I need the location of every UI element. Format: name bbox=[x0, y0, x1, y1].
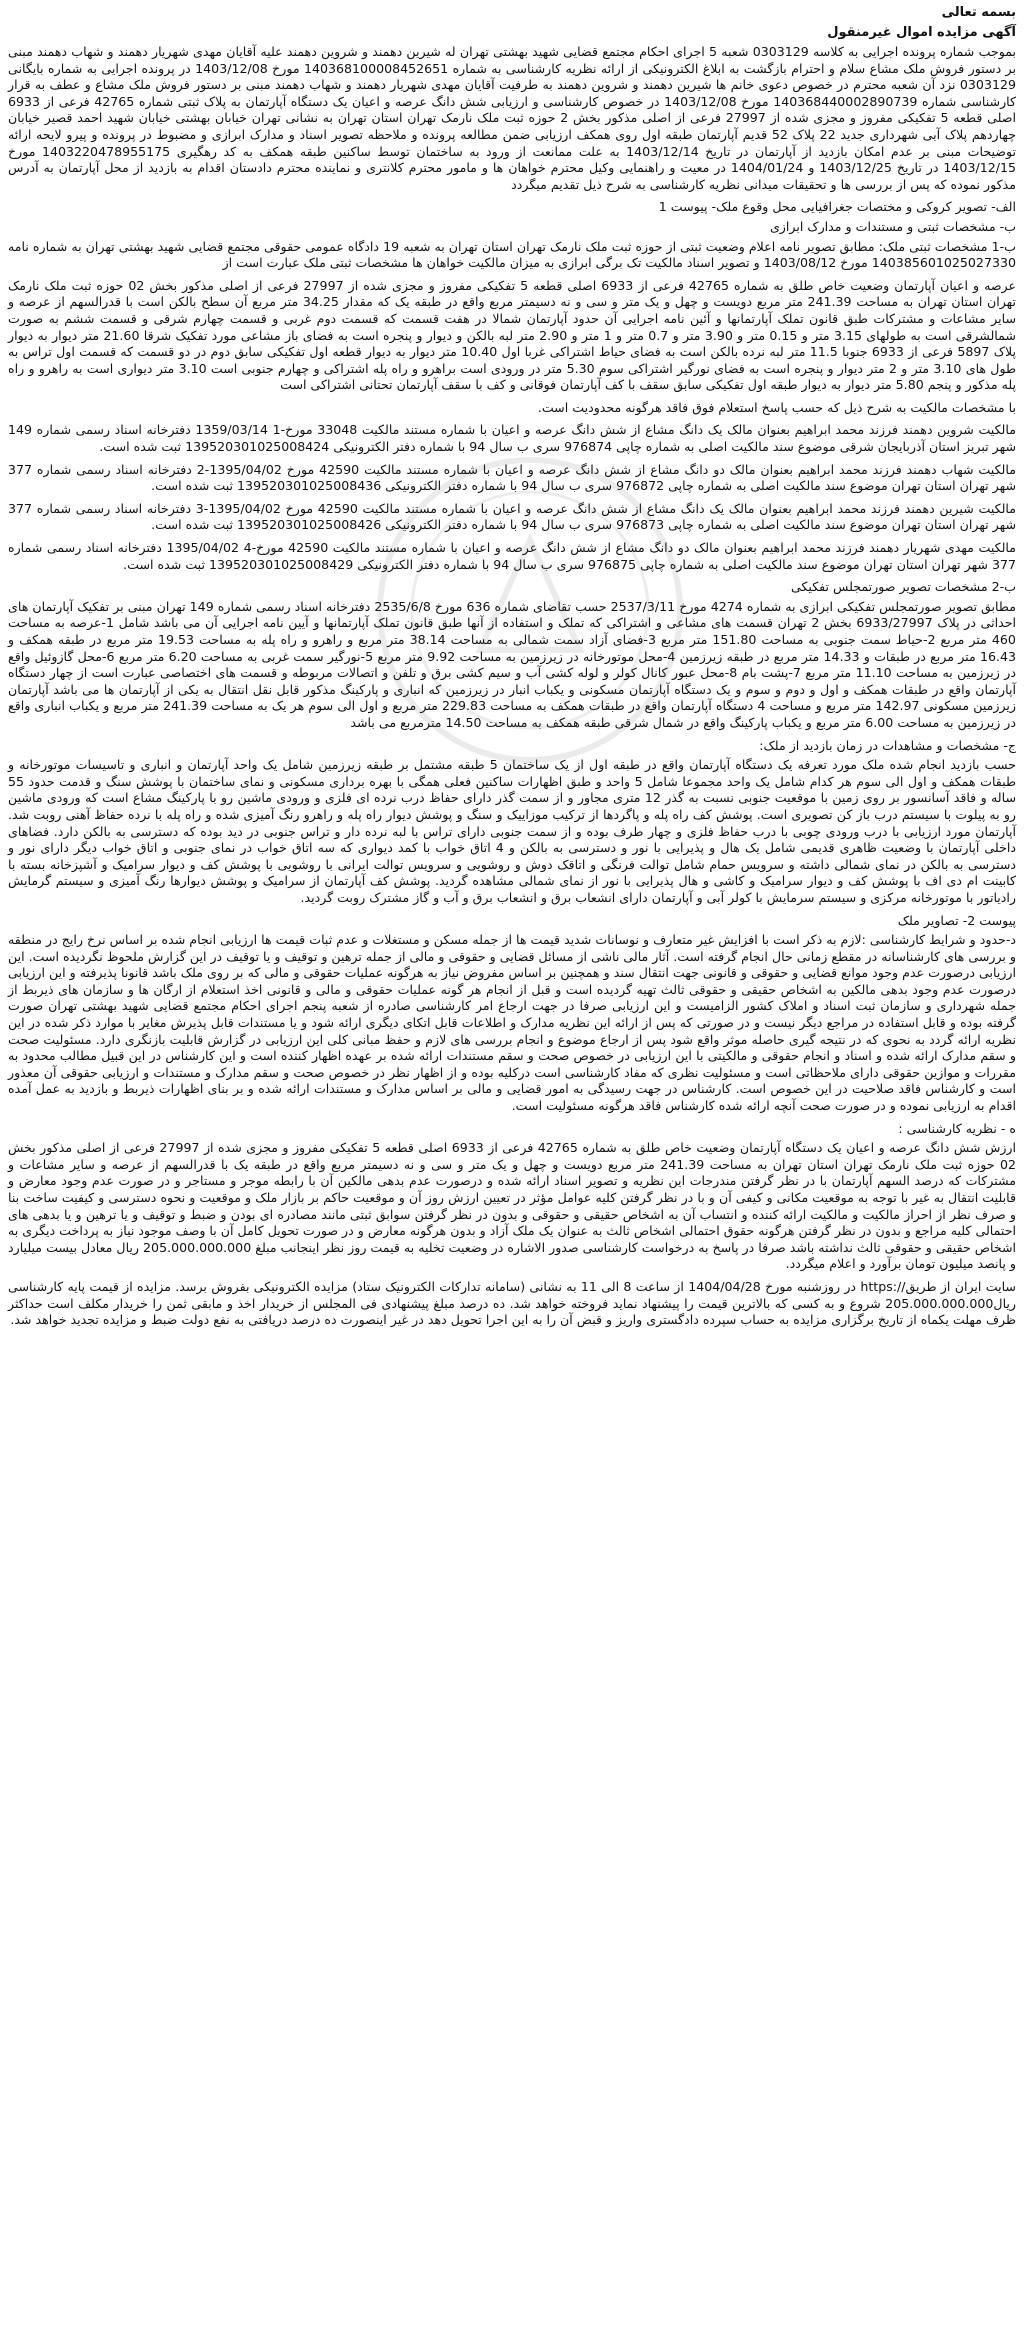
auction-paragraph: سایت ایران از طریق//:https در روزشنبه مورخ 1404/04/28 از ساعت 8 الی 11 به نشانی (سامانه تدارکات الکترونیک ستاد) مزایده الکترونیکی بفروش برسد. مزایده از قیمت پایه کارشناسی ریال205.000.000.000 شروع و به کسی که بالاترین قیمت را پیشنهاد نماید فروخته خواهد شد. ده درصد مبلغ پیشنهادی فی المجلس از خریدار اخذ و مابقی ثمن را خریدار مکلف است حداکثر ظرف مهلت یکماه از تاریخ برگزاری مزایده به حساب سپرده دادگستری واریز و قبض آن را به این اجرا تحویل دهد در غیر اینصورت ده درصد دریافتی به نفع دولت ضبط و مزایده تجدید خواهد شد. bbox=[8, 1278, 1016, 1328]
owner-item: مالکیت مهدی شهریار دهمند فرزند محمد ابراهیم بعنوان مالک دو دانگ مشاع از شش دانگ عرصه و اعیان با شماره مستند مالکیت 42590 مورخ-4 1395/04/02 دفترخانه اسناد رسمی شماره 377 شهر تهران استان تهران موضوع سند مالکیت اصلی به شماره چاپی 976875 سری ب سال 94 با شماره دفتر الکترونیکی 139520301025008429 ثبت شده است. bbox=[8, 540, 1016, 572]
appendix-2-label: پیوست 2- تصاویر ملک bbox=[897, 912, 1016, 928]
section-he-heading: ه - نظریه کارشناسی : bbox=[898, 1120, 1016, 1136]
section-jim-heading: ج- مشخصات و مشاهدات در زمان بازدید از ملک: bbox=[759, 737, 1016, 753]
area-paragraph: عرصه و اعیان آپارتمان وضعیت خاص طلق به شماره 42765 فرعی از 6933 اصلی قطعه 5 تفکیکی مفروز و مجزی شده از 27997 فرعی از اصلی مذکور بخش 02 حوزه ثبت ملک نارمک تهران استان تهران به مساحت 241.39 متر مربع دویست و چهل و یک متر و سی و نه دسیمتر مربع واقع در طبقه یک که مقدار 34.25 متر مربع آن سطح بالکن است با قدرالسهم از عرصه و سایر مشاعات و مشترکات طبق قانون تملک آپارتمانها و آئین نامه اجرایی آن حدود آپارتمان شمالا در هفت قسمت که قسمت دوم غربی و قسمت چهارم شرقی و قسمت ششم به صورت شمالشرقی است به طولهای 3.15 متر و 0.15 متر و 3.90 متر و 0.7 متر و 1 متر و 2.90 متر لبه بالکن و دیوار و پنجره است به فضای باز مشاعی مورد تفکیک شرقا 21.60 متر دیوار به دیوار پلاک 5897 فرعی از 6933 جنوبا 11.5 متر لبه نرده بالکن است به فضای حیاط اشتراکی غربا اول 10.40 متر دیوار به دیوار قطعه اول تفکیکی سابق دوم در دو قسمت که قسمت اول تراس به طول های 3.10 متر و 2 متر دیوار و پنجره است به فضای نورگیر اشتراکی سوم 5.30 متر در ورودی است براهرو و راه پله اشتراکی و چهارم جنوبی است 3.10 متر دیواری است به راهرو و راه پله مذکور و پنجم 5.80 متر دیوار به دیوار طبقه اول تفکیکی سابق سقف با کف آپارتمان فوقانی و کف با سقف آپارتمان تحتانی اشتراکی است bbox=[8, 277, 1016, 393]
section-alef-heading: الف- تصویر کروکی و مختصات جغرافیایی محل وقوع ملک- پیوست 1 bbox=[658, 199, 1016, 215]
section-dal-paragraph: د-حدود و شرایط کارشناسی :لازم به ذکر است با افزایش غیر متعارف و نوسانات شدید قیمت ها از جمله مسکن و مستغلات و عدم ثبات قیمت ها ارزیابی انجام شده بر اساس نرخ رایج در منطقه و بررسی های کارشناسانه در مقطع زمانی حال انجام گرفته است. آثار مالی ناشی از مسائل قضایی و حقوقی و مالی از جمله ترهین و توقیف و یا توقیف در این گزارش ملحوظ نگردیده است. این ارزیابی درصورت عدم وجود موانع قضایی و حقوقی و قانونی جهت انتقال سند و همچنین بر اساس مفروض نیاز به هرگونه عملیات حقوقی و مالی که بر روی ملک باشد قانونا پذیرفته و این ارزیابی درصورت عدم وجود بدهی مالکین به اشخاص حقیقی و حقوقی ثالث تهیه گردیده است و قبل از انجام هر گونه عملیات حقوقی و مالی و قانونی اخذ استعلام از ارگان ها و سازمان های ذیربط از جمله شهرداری و سازمان ثبت اسناد و املاک کشور الزامیست و این ارزیابی صرفا در جهت ارجاع امر کارشناسی صادره از شعبه پنجم اجرای احکام مجتمع قضایی شهید بهشتی تهران صورت گرفته بوده و قابل استفاده در مراجع دیگر نیست و در صورتی که پس از ارائه این نظریه مدارک و اطلاعات قابل اتکای دیگری ارائه شود و یا مستندات قابل پذیرش مغایر با موارد ذکر شده در این نظریه ارائه گردد به نحوی که در نتیجه گیری حاصله موثر واقع شود پس از ارجاع موضوع و انجام بررسی های لازم و حفظ مبانی کلی این ارزیابی در گزارش قابلیت بازنگری دارد. مسئولیت صحت و سقم مدارک ارائه شده و اسناد و انجام حقوقی و مالکیتی با این ارزیابی در خصوص صحت و سقم مستندات ارائه شده بر عهده اظهار کننده است و این کارشناس در این قبیل مطالب محدود به مقررات و موازین حقوقی دارای ملاحظاتی است و مسئولیت نظری که مفاد کارشناسی است درکلیه بوده و از اظهار نظر در خصوص صحت و سقم مدارک و مستندات و ارزیابی حقوقی آن معذور است و کارشناس فاقد صلاحیت در این خصوص است. کارشناس در جهت رسیدگی به امور قضایی و مالی بر اساس مدارک و مستندات ارائه شده و بر بنای اظهارات ذیربط و بازدید به عمل آمده اقدام به ارزیابی نموده و در صورت صحت آنچه ارائه شده کارشناس فاقد هرگونه مسئولیت است. bbox=[8, 932, 1016, 1114]
owner-item: مالکیت شروین دهمند فرزند محمد ابراهیم بعنوان مالک یک دانگ مشاع از شش دانگ عرصه و اعیان با شماره مستند مالکیت 33048 مورخ-1 1359/03/14 دفترخانه اسناد رسمی شماره 149 شهر تبریز استان آذربایجان شرقی موضوع سند مالکیت اصلی به شماره چاپی 976874 سری ب سال 94 با شماره دفتر الکترونیکی 139520301025008424 ثبت شده است. bbox=[8, 422, 1016, 455]
section-jim-paragraph: حسب بازدید انجام شده ملک مورد تعرفه یک دستگاه آپارتمان واقع در طبقه اول از یک ساختمان 5 طبقه مشتمل بر طبقه زیرزمین شامل یک واحد آپارتمان و انباری و تاسیسات موتورخانه و طبقات همکف و اول الی سوم هر کدام شامل یک واحد مجموعا شامل 5 واحد و طبق اظهارات ساکنین فعلی همگی با بهره برداری مسکونی و نمای ساختمان با پوشش سنگ و قدمت حدود 55 ساله و فاقد آسانسور بر روی زمین با موقعیت جنوبی نسبت به گذر 12 متری مجاور و از سمت گذر دارای حفاظ درب نرده ای فلزی و ورودی ماشین رو با پارکینگ مشاع است که ورودی ماشین رو به پیلوت با سیستم درب باز کن تصویری است. پوشش کف راه پله و پاگردها از ترکیب موزاییک و سنگ و پوشش دیوار راه پله و راهرو رنگ آمیزی شده و راه پله با نرده حفاظ آهنی روبت شد. آپارتمان مورد ارزیابی با درب ورودی چوبی با درب حفاظ فلزی و چهار طرف بوده و از سمت جنوبی دارای تراس با لبه نرده دار و تراس جنوبی در دید بوده که دسترسی به بالکن دارد. فضاهای داخلی آپارتمان با وضعیت ظاهری قدیمی شامل یک هال و پذیرایی با نور و دسترسی به بالکن و 4 اتاق خواب با کمد دیواری که سه اتاق خواب در نمای جنوبی و اتاق خواب دیگر دارای نور و دسترسی به بالکن در نمای شمالی داشته و سرویس حمام شامل توالت فرنگی و اتاقک دوش و روشویی و سرویس توالت ایرانی با روشویی با پوشش کف و دیوار سرامیک و آشپزخانه بسته با کابینت ام دی اف با پوشش کف و دیوار سرامیک و کاشی و هال پذیرایی با نور از نمای شمالی مشاهده گردید. پوشش کف آپارتمان از سرامیک و پوشش دیوارها رنگ آمیزی و سیستم گرمایش رادیاتور با موتورخانه مرکزی و سیستم سرمایش با کولر آبی و آپارتمان دارای انشعاب برق و انشعاب برق و آب و گاز مشترک روبت گردید. bbox=[8, 757, 1016, 905]
header-category: بسمه تعالی bbox=[941, 5, 1016, 20]
notice-title: آگهی مزایده اموال غیرمنقول bbox=[827, 25, 1016, 40]
section-be1-paragraph: ب-1 مشخصات ثبتی ملک: مطابق تصویر نامه اعلام وضعیت ثبتی از حوزه ثبت ملک نارمک تهران استان تهران به شعبه 19 دادگاه عمومی حقوقی مجتمع قضایی شهید بهشتی تهران به شماره نامه 140385601025027330 مورخ 1403/08/12 و تصویر اسناد مالکیت تک برگی ابرازی به میزان مالکیت خواهان ها مشخصات ثبتی ملک عبارت است از bbox=[8, 238, 1017, 271]
section-he-paragraph: ارزش شش دانگ عرصه و اعیان یک دستگاه آپارتمان وضعیت خاص طلق به شماره 42765 فرعی از 6933 اصلی قطعه 5 تفکیکی مفروز و مجزی شده از 27997 فرعی از اصلی مذکور بخش 02 حوزه ثبت ملک نارمک تهران استان تهران به مساحت 241.39 متر مربع دویست و چهل و یک متر و سی و نه دسیمتر مربع واقع در طبقه یک با قدرالسهم از عرصه و سایر مشاعات و مشترکات که درصد السهم آپارتمان با در نظر گرفتن مندرجات این نظریه و تصویر اسناد ارائه شده و درصورت عدم بدهی مالکین آن با رابطه موجر و مستاجر و در صورت عدم وجود معارض و قابلیت انتقال به غیر با توجه به موقعیت مکانی و کیفی آن و با در نظر گرفتن کلیه عوامل مؤثر در تعیین ارزش روز آن و موقعیت حاکم بر بازار ملک و موقعیت و نحوه دسترسی و کیفیت ساخت بنا و صرف نظر از احراز مالکیت و مالکیت ارائه کننده و انتساب آن به اشخاص حقیقی و حقوقی و بدون در نظر گرفتن سوابق ثبتی مانند مصادره ای بودن و ضبط و توقیف و یا ترهین و یا بدهی های احتمالی کلیه مراجع و بدون در نظر گرفتن هرگونه حقوق احتمالی اشخاص ثالث به عنوان یک ملک آزاد و بدون هرگونه معارض و در صورت تحویل کامل آن با وصف موجود نیاز به پرداخت دیگری به اشخاص حقیقی و حقوقی ثالث نداشته باشد صرفا در پاسخ به درخواست کارشناسی صدور الاشاره در وضعیت تخلیه به قیمت روز نظر اینجانب مبلغ 205.000.000.000 ریال معادل بیست میلیارد و پانصد میلیون تومان برآورد و اعلام میگردد. bbox=[8, 1140, 1017, 1272]
section-be-heading: ب- مشخصات ثبتی و مستندات و مدارک ابرازی bbox=[769, 218, 1016, 234]
ownership-intro: با مشخصات مالکیت به شرح ذیل که حسب پاسخ استعلام فوق فاقد هرگونه محدودیت است. bbox=[537, 399, 1016, 415]
owner-item: مالکیت شیرین دهمند فرزند محمد ابراهیم بعنوان مالک یک دانگ مشاع از شش دانگ عرصه و اعیان با شماره مستند مالکیت 42590 مورخ 1395/04/02-3 دفترخانه اسناد رسمی شماره 377 شهر تهران استان تهران موضوع سند مالکیت اصلی به شماره چاپی 976873 سری ب سال 94 با شماره دفتر الکترونیکی 139520301025008426 ثبت شده است. bbox=[8, 500, 1016, 533]
section-be2-paragraph: مطابق تصویر صورتمجلس تفکیکی ابرازی به شماره 4274 مورخ 2537/3/11 حسب تقاضای شماره 636 مورخ 2535/6/8 دفترخانه اسناد رسمی شماره 149 تهران مبنی بر تفکیک آپارتمان های احداثی در پلاک 6933/27997 بخش 2 تهران قسمت های مشاعی و اشتراکی که تملک و استفاده از آنها طبق قانون تملک آپارتمانها و آیین نامه اجرایی آن می باشد شامل 1-عرصه به مساحت 460 متر مربع 2-حیاط سمت جنوبی به مساحت 151.80 متر مربع 3-فضای آزاد سمت شمالی به مساحت 38.14 متر مربع و راهرو و راه پله به مساحت 19.53 متر مربع در طبقه همکف و 16.43 متر مربع در طبقات و 14.33 متر مربع در طبقه زیرزمین 4-محل موتورخانه در زیرزمین به مساحت 9.92 متر مربع 5-نورگیر سمت غربی به مساحت 6.20 متر مربع 6-محل گازوئیل واقع در زیرزمین به مساحت 11.10 متر مربع 7-پشت بام 8-محل عبور کانال کولر و لوله کشی آب و سیم کشی برق و تلفن و اتصالات مربوطه و قسمت های اختصاصی عبارت است از چهار دستگاه آپارتمان واقع در طبقات همکف و اول و دوم و سوم و یک دستگاه آپارتمان مسکونی و یکباب انبار در زیرزمین که انباری و پارکینگ مذکور قابل نقل انتقال به یکی از آپارتمان ها می باشد آپارتمان زیرزمین مسکونی 142.97 متر مربع و مساحت 4 دستگاه آپارتمان واقع در طبقات همکف به مساحت 229.83 متر مربع و اول الی سوم هر یک به مساحت 241.39 متر مربع و یکباب انباری واقع در زیرزمین به مساحت 6.00 متر مربع و یکباب پارکینگ واقع در شمال شرقی طبقه همکف به مساحت 14.50 مترمربع می باشد bbox=[8, 598, 1017, 730]
intro-paragraph: بموجب شماره پرونده اجرایی به کلاسه 0303129 شعبه 5 اجرای احکام مجتمع قضایی شهید بهشتی تهران له شیرین دهمند و شروین دهمند علیه آقایان مهدی شهریار دهمند و شهاب دهمند مبنی بر دستور فروش ملک مشاع سلام و احترام بازگشت به ابلاغ الکترونیکی از ارائه نظریه کارشناسی به شماره 140368100008452651 مورخ 1403/12/08 در پرونده اجرایی به شماره بایگانی 0303129 نزد آن شعبه محترم در خصوص دعوی خانم ها شیرین دهمند و شروین دهمند به طرفیت آقایان مهدی شهریار دهمند و شهاب دهمند مبنی بر دستور فروش ملک مشاع و عطف به قرار کارشناسی شماره 140368440002890739 مورخ 1403/12/08 در خصوص کارشناسی و ارزیابی شش دانگ عرصه و اعیان یک دستگاه آپارتمان به پلاک ثبتی شماره 42765 فرعی از 6933 اصلی قطعه 5 تفکیکی مفروز و مجزی شده از 27997 فرعی از اصلی مذکور بخش 2 حوزه ثبت ملک نارمک تهران استان تهران به نشانی تهران خیابان بهشتی خیابان شهید احمد قصیر خیابان چهاردهم پلاک آبی شهرداری جدید 22 پلاک 52 قدیم آپارتمان طبقه اول روی همکف ارزیابی ضمن مطالعه پرونده و ملاحظه تصویر اسناد و مدارک ابرازی و مضبوط در پرونده و پیرو لایحه ارائه توضیحات مبنی بر عدم امکان بازدید از آپارتمان در تاریخ 1403/12/14 به علت ممانعت از ورود به ساختمان توسط ساکنین طبقه همکف به کد رهگیری 140322047895517‌5 مورخ 1403/12/15 در تاریخ 1403/12/25 و 1404/01/24 در معیت و راهنمایی وکیل محترم خواهان ها و مامور محترم کلانتری و نماینده محترم دادستان اقدام به بازدید از محل آپارتمان به آدرس مذکور نموده که پس از بررسی ها و تحقیقات میدانی نظریه کارشناسی به شرح ذیل تقدیم میگردد bbox=[8, 44, 1017, 192]
owner-item: مالکیت شهاب دهمند فرزند محمد ابراهیم بعنوان مالک دو دانگ مشاع از شش دانگ عرصه و اعیان با شماره مستند مالکیت 42590 مورخ 1395/04/02-2 دفترخانه اسناد رسمی شماره 377 شهر تهران استان تهران موضوع سند مالکیت اصلی به شماره چاپی 976872 سری ب سال 94 با شماره دفتر الکترونیکی 139520301025008436 ثبت شده است. bbox=[8, 461, 1016, 494]
section-be2-heading: ب-2 مشخصات تصویر صورتمجلس تفکیکی bbox=[790, 579, 1016, 595]
